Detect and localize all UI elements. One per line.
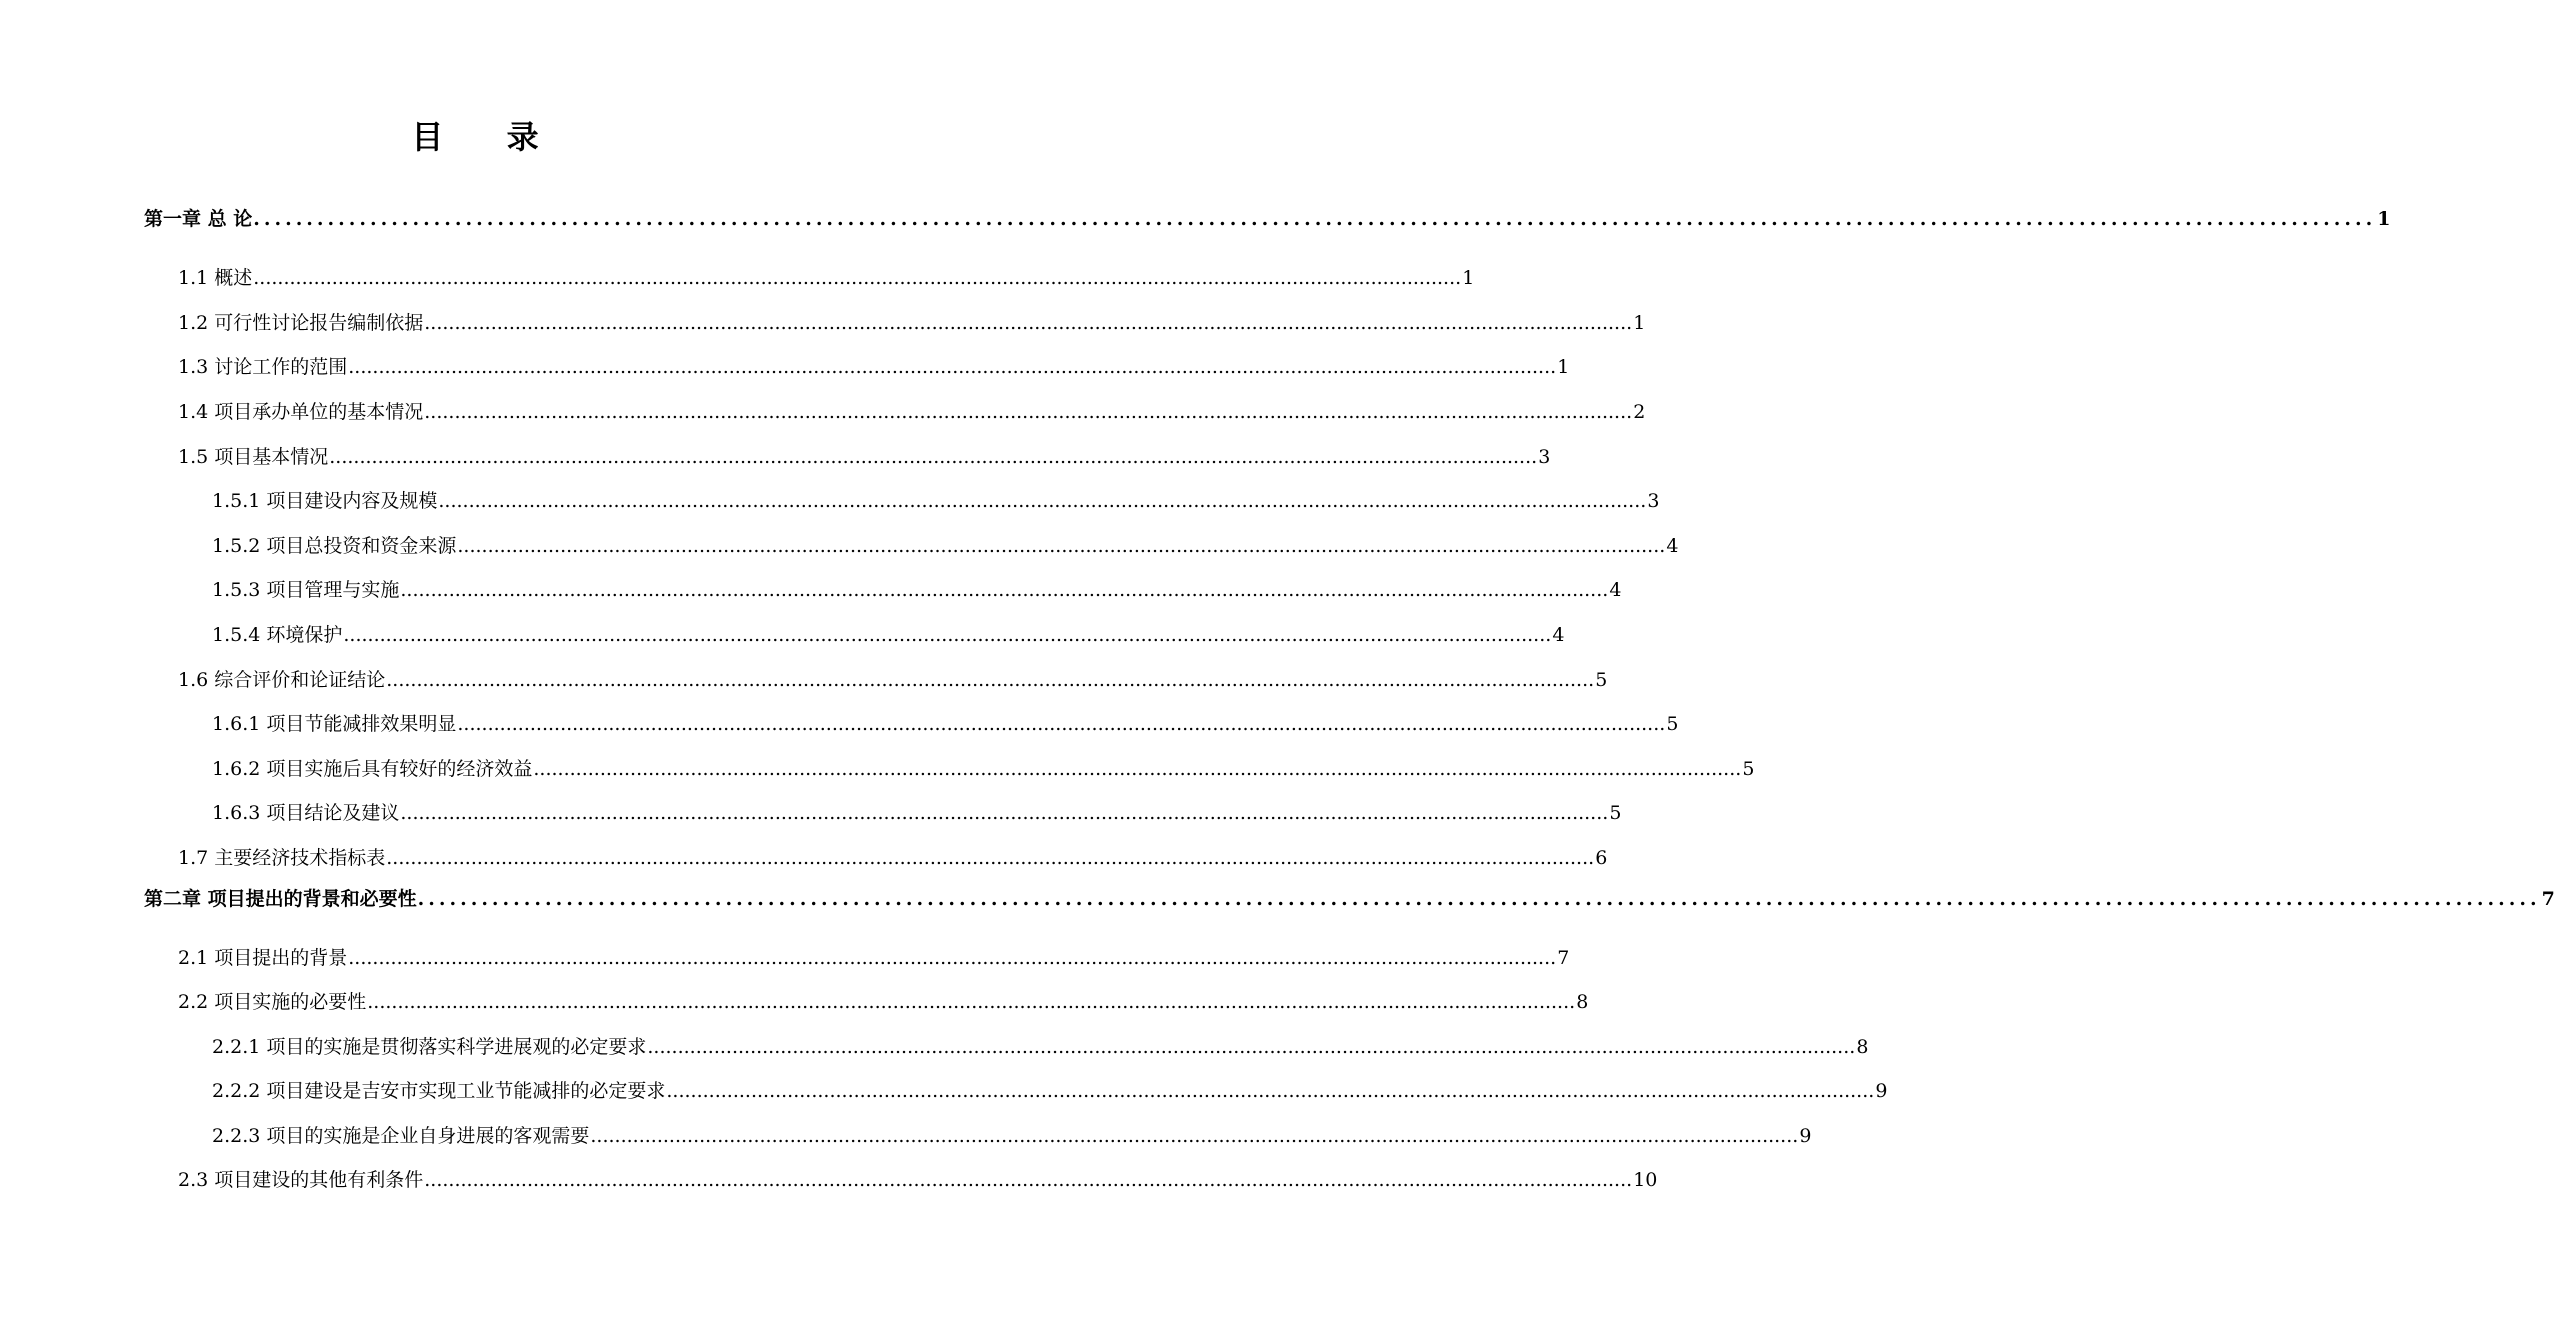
toc-entry[interactable] bbox=[212, 620, 1565, 650]
toc-leader-dots: ........................................................................................................................................................................................................ bbox=[647, 1036, 1856, 1058]
toc-entry-label: 2.3 项目建设的其他有利条件 bbox=[178, 1169, 424, 1191]
toc-entry-label: 2.2.3 项目的实施是企业自身进展的客观需要 bbox=[212, 1125, 590, 1147]
toc-entry-label: 1.5.4 环境保护 bbox=[212, 624, 343, 646]
toc-entry[interactable] bbox=[212, 798, 1622, 828]
toc-entry[interactable] bbox=[178, 263, 1475, 293]
toc-entry-page: 8 bbox=[1856, 1036, 1869, 1058]
toc-entry-label: 1.2 可行性讨论报告编制依据 bbox=[178, 312, 424, 334]
toc-entry-page: 10 bbox=[1633, 1169, 1658, 1191]
toc-leader-dots: ........................................................................................................................................................................................................ bbox=[424, 312, 1633, 334]
toc-leader-dots: ........................................................................................................................................................................................................ bbox=[253, 208, 2377, 230]
toc-entry-page: 1 bbox=[2377, 208, 2391, 230]
toc-leader-dots: ........................................................................................................................................................................................................ bbox=[417, 888, 2541, 910]
toc-entry-label: 1.4 项目承办单位的基本情况 bbox=[178, 401, 424, 423]
toc-entry[interactable] bbox=[178, 442, 1551, 472]
toc-entry[interactable] bbox=[212, 709, 1679, 739]
toc-entry-label: 2.1 项目提出的背景 bbox=[178, 947, 348, 969]
toc-entry-page: 6 bbox=[1595, 847, 1608, 869]
toc-entry-page: 9 bbox=[1799, 1125, 1812, 1147]
toc-entry-chapter-2[interactable] bbox=[144, 884, 2555, 914]
toc-entry-label: 第一章 总 论 bbox=[144, 208, 253, 230]
toc-leader-dots: ........................................................................................................................................................................................................ bbox=[367, 991, 1576, 1013]
toc-entry-label: 1.6 综合评价和论证结论 bbox=[178, 669, 386, 691]
toc-entry-label: 2.2.2 项目建设是吉安市实现工业节能减排的必定要求 bbox=[212, 1080, 666, 1102]
toc-leader-dots: ........................................................................................................................................................................................................ bbox=[457, 713, 1666, 735]
toc-leader-dots: ........................................................................................................................................................................................................ bbox=[386, 669, 1595, 691]
toc-leader-dots: ........................................................................................................................................................................................................ bbox=[400, 579, 1609, 601]
toc-title: 目 录 bbox=[411, 118, 565, 156]
toc-entry[interactable] bbox=[178, 943, 1570, 973]
toc-entry-label: 1.5.3 项目管理与实施 bbox=[212, 579, 400, 601]
toc-entry[interactable] bbox=[212, 486, 1660, 516]
toc-entry-label: 1.5 项目基本情况 bbox=[178, 446, 329, 468]
toc-leader-dots: ........................................................................................................................................................................................................ bbox=[343, 624, 1552, 646]
toc-entry-page: 4 bbox=[1552, 624, 1565, 646]
toc-entry-label: 1.6.3 项目结论及建议 bbox=[212, 802, 400, 824]
toc-entry[interactable] bbox=[178, 987, 1589, 1017]
toc-entry-label: 2.2.1 项目的实施是贯彻落实科学进展观的必定要求 bbox=[212, 1036, 647, 1058]
toc-entry-page: 1 bbox=[1557, 356, 1570, 378]
toc-leader-dots: ........................................................................................................................................................................................................ bbox=[424, 401, 1633, 423]
toc-entry-page: 2 bbox=[1633, 401, 1646, 423]
toc-entry[interactable] bbox=[212, 1121, 1812, 1151]
toc-leader-dots: ........................................................................................................................................................................................................ bbox=[424, 1169, 1633, 1191]
toc-entry[interactable] bbox=[178, 352, 1570, 382]
toc-entry-page: 5 bbox=[1742, 758, 1755, 780]
toc-entry-page: 4 bbox=[1666, 535, 1679, 557]
toc-leader-dots: ........................................................................................................................................................................................................ bbox=[348, 947, 1557, 969]
toc-entry-page: 1 bbox=[1633, 312, 1646, 334]
toc-leader-dots: ........................................................................................................................................................................................................ bbox=[348, 356, 1557, 378]
toc-entry[interactable] bbox=[178, 1165, 1658, 1195]
toc-entry[interactable] bbox=[212, 1032, 1869, 1062]
toc-entry-label: 1.3 讨论工作的范围 bbox=[178, 356, 348, 378]
toc-entry-label: 2.2 项目实施的必要性 bbox=[178, 991, 367, 1013]
toc-entry-page: 8 bbox=[1576, 991, 1589, 1013]
toc-entry[interactable] bbox=[178, 843, 1608, 873]
toc-entry-label: 1.6.2 项目实施后具有较好的经济效益 bbox=[212, 758, 533, 780]
toc-entry-page: 4 bbox=[1609, 579, 1622, 601]
toc-leader-dots: ........................................................................................................................................................................................................ bbox=[329, 446, 1538, 468]
toc-leader-dots: ........................................................................................................................................................................................................ bbox=[666, 1080, 1875, 1102]
toc-entry[interactable] bbox=[212, 1076, 1888, 1106]
toc-entry-page: 3 bbox=[1538, 446, 1551, 468]
toc-leader-dots: ........................................................................................................................................................................................................ bbox=[590, 1125, 1799, 1147]
toc-entry-page: 3 bbox=[1647, 490, 1660, 512]
toc-leader-dots: ........................................................................................................................................................................................................ bbox=[438, 490, 1647, 512]
toc-entry-chapter-1[interactable] bbox=[144, 204, 2391, 234]
toc-leader-dots: ........................................................................................................................................................................................................ bbox=[386, 847, 1595, 869]
toc-leader-dots: ........................................................................................................................................................................................................ bbox=[533, 758, 1742, 780]
toc-leader-dots: ........................................................................................................................................................................................................ bbox=[253, 267, 1462, 289]
toc-entry[interactable] bbox=[178, 308, 1646, 338]
toc-entry-page: 5 bbox=[1595, 669, 1608, 691]
toc-entry[interactable] bbox=[212, 754, 1755, 784]
toc-entry[interactable] bbox=[178, 397, 1646, 427]
toc-entry[interactable] bbox=[212, 575, 1622, 605]
toc-entry-label: 1.7 主要经济技术指标表 bbox=[178, 847, 386, 869]
toc-entry-label: 1.5.1 项目建设内容及规模 bbox=[212, 490, 438, 512]
toc-entry-page: 1 bbox=[1462, 267, 1475, 289]
toc-entry-page: 5 bbox=[1666, 713, 1679, 735]
toc-entry-page: 7 bbox=[1557, 947, 1570, 969]
toc-entry-page: 9 bbox=[1875, 1080, 1888, 1102]
toc-entry-label: 1.5.2 项目总投资和资金来源 bbox=[212, 535, 457, 557]
toc-entry[interactable] bbox=[212, 531, 1679, 561]
toc-entry-label: 第二章 项目提出的背景和必要性 bbox=[144, 888, 417, 910]
toc-entry-label: 1.6.1 项目节能减排效果明显 bbox=[212, 713, 457, 735]
toc-entry-page: 5 bbox=[1609, 802, 1622, 824]
toc-leader-dots: ........................................................................................................................................................................................................ bbox=[457, 535, 1666, 557]
toc-leader-dots: ........................................................................................................................................................................................................ bbox=[400, 802, 1609, 824]
toc-entry-page: 7 bbox=[2541, 888, 2555, 910]
toc-entry[interactable] bbox=[178, 665, 1608, 695]
toc-entry-label: 1.1 概述 bbox=[178, 267, 253, 289]
